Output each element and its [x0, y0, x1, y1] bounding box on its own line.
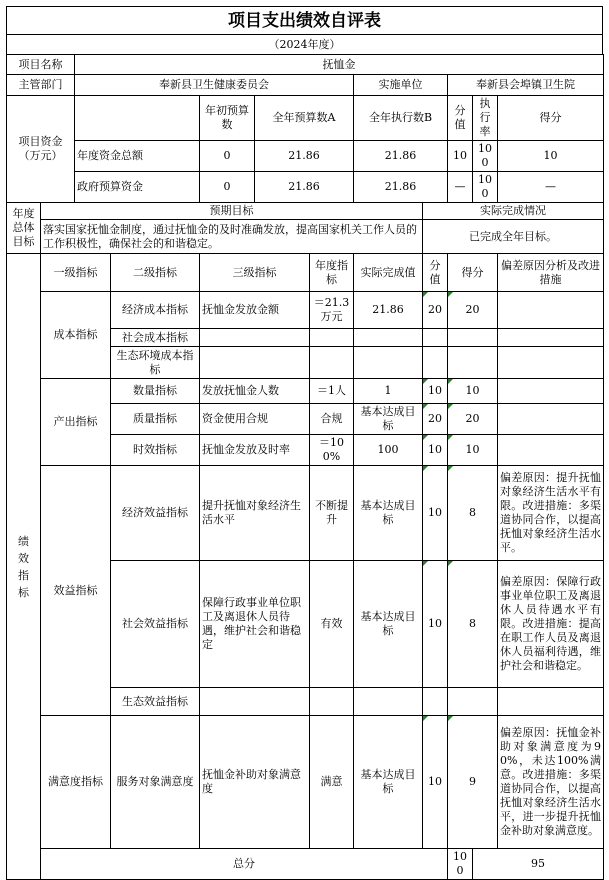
indicator-l3: 保障行政事业单位职工及离退休人员待遇，维护社会和谐稳定	[200, 561, 310, 688]
indicator-value: 10	[423, 435, 448, 466]
indicator-l3: 抚恤金发放金额	[200, 292, 310, 329]
indicator-note	[498, 329, 604, 347]
perf-header-row	[7, 254, 604, 292]
department-row	[7, 75, 604, 96]
perf-header-l1: 一级指标	[41, 254, 111, 292]
goals-header-row	[7, 203, 604, 220]
funds-header-rate: 执行率	[473, 96, 498, 141]
indicator-l3: 发放抚恤金人数	[200, 379, 310, 404]
indicator-note: 偏差原因：抚恤金补助对象满意度为90%，未达100%满意。改进措施：多渠道协同合作，以提高抚恤对象经济生活水平，进一步提升抚恤金补助对象满意度。	[498, 716, 604, 849]
l1-satisfaction: 满意度指标	[41, 716, 111, 849]
indicator-note	[498, 435, 604, 466]
funds-header-budget: 全年预算数A	[255, 96, 354, 141]
indicator-note	[498, 347, 604, 379]
evaluation-sheet	[6, 6, 603, 880]
goals-label: 年度总体目标	[7, 203, 41, 254]
indicator-value: 10	[423, 466, 448, 561]
indicator-row	[7, 379, 604, 404]
total-label: 总分	[41, 849, 448, 880]
indicator-l2: 服务对象满意度	[111, 716, 200, 849]
indicator-note	[498, 379, 604, 404]
indicator-note: 偏差原因：保障行政事业单位职工及离退休人员待遇水平有限。改进措施：提高在职工作人员及离退休人员福利待遇，维护社会和谐稳定。	[498, 561, 604, 688]
indicator-score: 8	[448, 466, 498, 561]
indicator-l2: 社会效益指标	[111, 561, 200, 688]
funds-row-budget: 21.86	[255, 172, 354, 203]
indicator-target: 不断提升	[310, 466, 354, 561]
funds-header-blank	[75, 96, 200, 141]
funds-row-budget: 21.86	[255, 141, 354, 172]
perf-label-text: 绩效指标	[18, 534, 29, 599]
indicator-target: 合规	[310, 404, 354, 435]
total-value: 100	[448, 849, 473, 880]
perf-header-target: 年度指标	[310, 254, 354, 292]
evaluation-table	[6, 54, 604, 880]
indicator-target: ＝1人	[310, 379, 354, 404]
indicator-score: 9	[448, 716, 498, 849]
funds-row-name: 政府预算资金	[75, 172, 200, 203]
indicator-value	[423, 688, 448, 716]
indicator-target: ＝21.3万元	[310, 292, 354, 329]
total-score: 95	[473, 849, 604, 880]
project-name-value: 抚恤金	[75, 55, 604, 75]
indicator-score	[448, 347, 498, 379]
indicator-value: 10	[423, 561, 448, 688]
indicator-value: 20	[423, 404, 448, 435]
funds-row-value: 10	[448, 141, 473, 172]
indicator-l3: 抚恤金补助对象满意度	[200, 716, 310, 849]
indicator-note	[498, 404, 604, 435]
indicator-score	[448, 329, 498, 347]
indicator-score: 20	[448, 292, 498, 329]
indicator-l2: 经济成本指标	[111, 292, 200, 329]
funds-row-score: 10	[498, 141, 604, 172]
perf-header-score: 得分	[448, 254, 498, 292]
indicator-target: 有效	[310, 561, 354, 688]
impl-label: 实施单位	[354, 75, 448, 96]
indicator-row	[7, 716, 604, 849]
funds-label: 项目资金（万元）	[7, 96, 75, 203]
indicator-actual: 基本达成目标	[354, 404, 423, 435]
perf-header-note: 偏差原因分析及改进措施	[498, 254, 604, 292]
indicator-row	[7, 292, 604, 329]
funds-header-score: 得分	[498, 96, 604, 141]
indicator-l3	[200, 688, 310, 716]
indicator-l2: 数量指标	[111, 379, 200, 404]
indicator-note	[498, 688, 604, 716]
dept-value: 奉新县卫生健康委员会	[75, 75, 354, 96]
funds-row	[7, 172, 604, 203]
indicator-l3: 提升抚恤对象经济生活水平	[200, 466, 310, 561]
goals-expected-header: 预期目标	[41, 203, 423, 220]
indicator-score: 20	[448, 404, 498, 435]
goals-expected: 落实国家抚恤金制度，通过抚恤金的及时准确发放，提高国家机关工作人员的工作积极性，确保社会的和谐稳定。	[41, 220, 423, 254]
indicator-l3: 抚恤金发放及时率	[200, 435, 310, 466]
indicator-actual: 21.86	[354, 292, 423, 329]
l1-benefit: 效益指标	[41, 466, 111, 716]
indicator-l3	[200, 329, 310, 347]
perf-header-actual: 实际完成值	[354, 254, 423, 292]
funds-row-name: 年度资金总额	[75, 141, 200, 172]
sheet-title: 项目支出绩效自评表	[6, 6, 603, 34]
project-name-label: 项目名称	[7, 55, 75, 75]
total-row	[7, 849, 604, 880]
perf-label	[7, 254, 41, 880]
indicator-value: 10	[423, 379, 448, 404]
funds-row	[7, 141, 604, 172]
l1-output: 产出指标	[41, 379, 111, 466]
indicator-target: 满意	[310, 716, 354, 849]
indicator-target: ＝100%	[310, 435, 354, 466]
indicator-actual: 基本达成目标	[354, 716, 423, 849]
funds-row-value: —	[448, 172, 473, 203]
indicator-actual	[354, 347, 423, 379]
indicator-target	[310, 347, 354, 379]
indicator-target	[310, 329, 354, 347]
indicator-score: 8	[448, 561, 498, 688]
funds-header-exec: 全年执行数B	[354, 96, 448, 141]
funds-row-exec: 21.86	[354, 141, 448, 172]
project-name-row	[7, 55, 604, 75]
indicator-l2: 生态环境成本指标	[111, 347, 200, 379]
indicator-actual	[354, 688, 423, 716]
goals-actual-header: 实际完成情况	[423, 203, 604, 220]
indicator-l2: 时效指标	[111, 435, 200, 466]
funds-row-rate: 100	[473, 141, 498, 172]
indicator-note: 偏差原因：提升抚恤对象经济生活水平有限。改进措施：多渠道协同合作，以提高抚恤对象经济生活水平。	[498, 466, 604, 561]
indicator-l3: 资金使用合规	[200, 404, 310, 435]
funds-header-initial: 年初预算数	[200, 96, 255, 141]
indicator-target	[310, 688, 354, 716]
indicator-row	[7, 466, 604, 561]
sheet-year: （2024年度）	[6, 34, 603, 54]
indicator-l2: 经济效益指标	[111, 466, 200, 561]
funds-header-value: 分值	[448, 96, 473, 141]
funds-row-initial: 0	[200, 141, 255, 172]
indicator-l3	[200, 347, 310, 379]
impl-value: 奉新县会埠镇卫生院	[448, 75, 604, 96]
funds-row-exec: 21.86	[354, 172, 448, 203]
funds-row-initial: 0	[200, 172, 255, 203]
indicator-value: 10	[423, 716, 448, 849]
funds-row-rate: 100	[473, 172, 498, 203]
perf-header-l2: 二级指标	[111, 254, 200, 292]
indicator-score	[448, 688, 498, 716]
perf-header-l3: 三级指标	[200, 254, 310, 292]
indicator-score: 10	[448, 435, 498, 466]
l1-cost: 成本指标	[41, 292, 111, 379]
goals-actual: 已完成全年目标。	[423, 220, 604, 254]
funds-row-score: —	[498, 172, 604, 203]
goals-row	[7, 220, 604, 254]
perf-header-value: 分值	[423, 254, 448, 292]
indicator-score: 10	[448, 379, 498, 404]
dept-label: 主管部门	[7, 75, 75, 96]
indicator-actual	[354, 329, 423, 347]
indicator-value	[423, 329, 448, 347]
indicator-actual: 100	[354, 435, 423, 466]
indicator-value: 20	[423, 292, 448, 329]
indicator-actual: 基本达成目标	[354, 561, 423, 688]
indicator-actual: 基本达成目标	[354, 466, 423, 561]
indicator-l2: 质量指标	[111, 404, 200, 435]
indicator-l2: 生态效益指标	[111, 688, 200, 716]
funds-header-row	[7, 96, 604, 141]
indicator-actual: 1	[354, 379, 423, 404]
indicator-l2: 社会成本指标	[111, 329, 200, 347]
indicator-value	[423, 347, 448, 379]
indicator-note	[498, 292, 604, 329]
